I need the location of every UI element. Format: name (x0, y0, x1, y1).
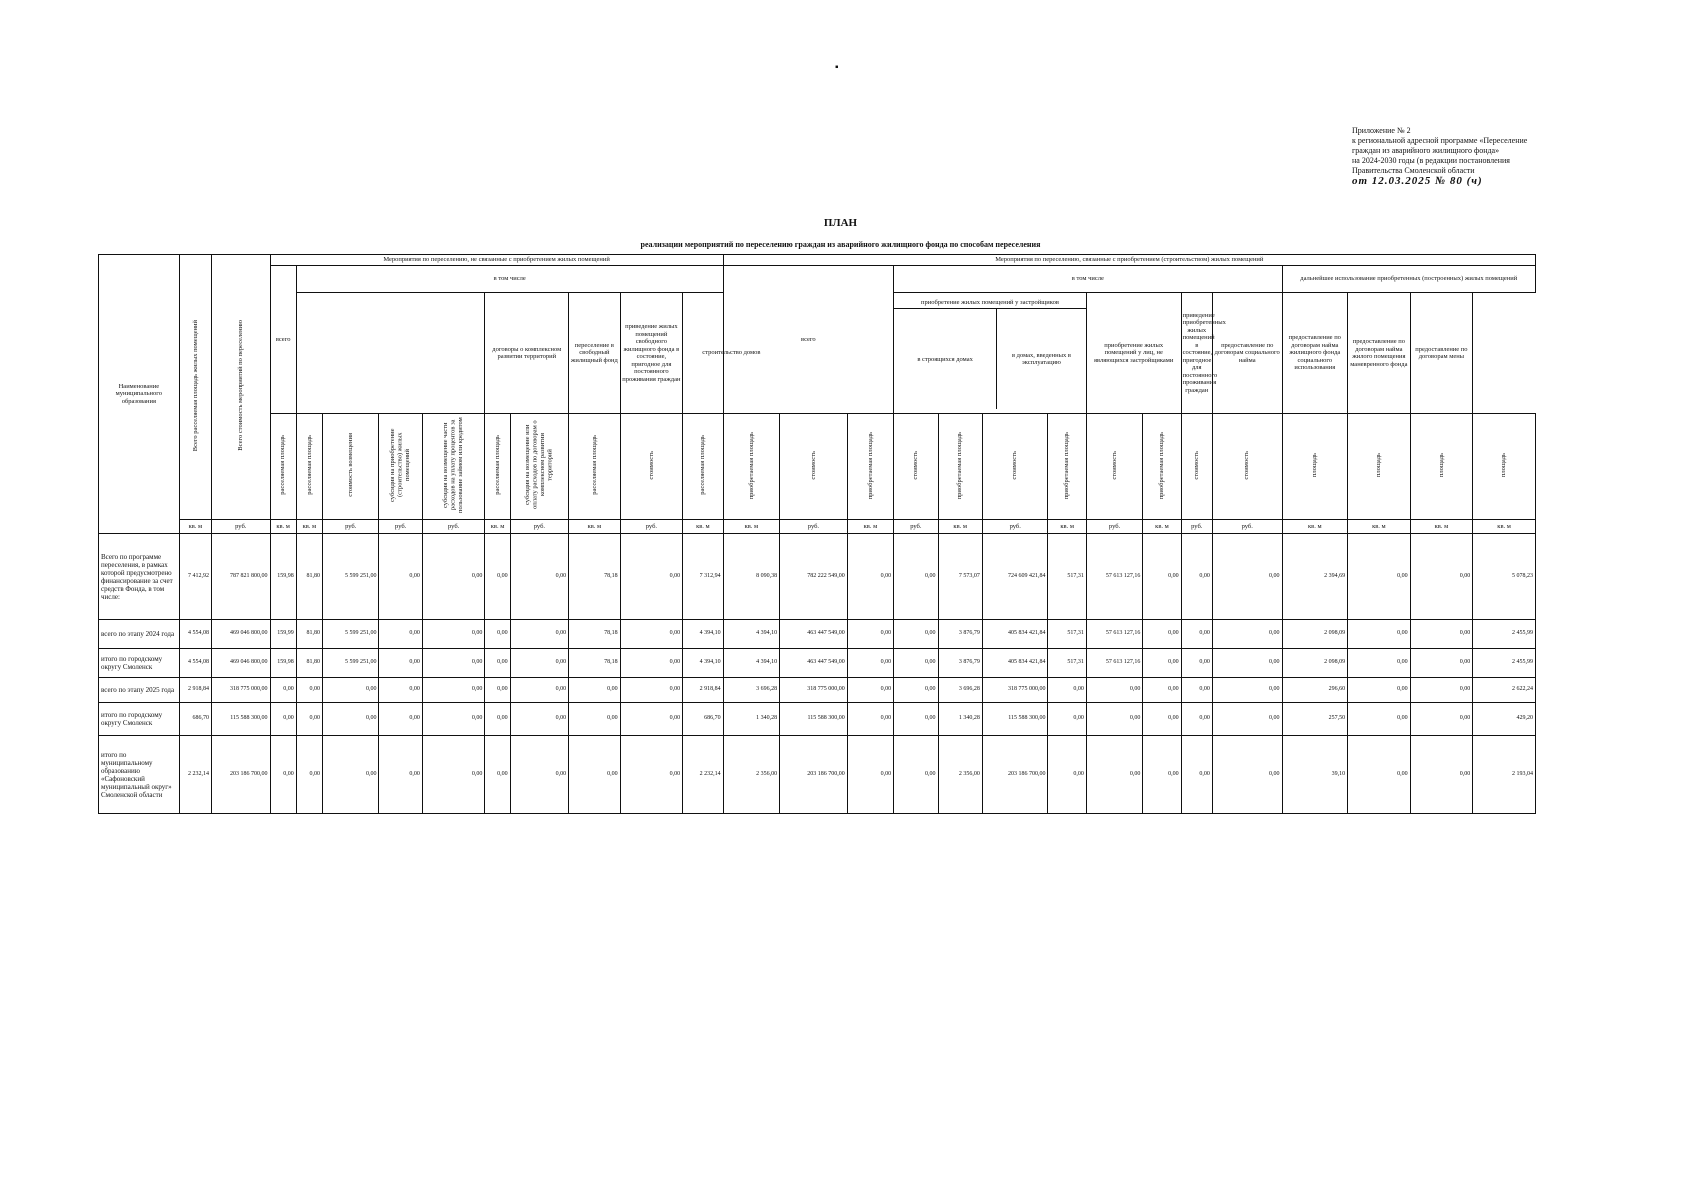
unit-cell: кв. м (1348, 520, 1411, 534)
value-cell: 2 098,09 (1282, 649, 1348, 678)
value-cell: 0,00 (1143, 678, 1181, 703)
value-cell: 2 193,04 (1473, 736, 1536, 814)
value-cell: 0,00 (379, 703, 422, 736)
unit-cell: кв. м (1473, 520, 1536, 534)
value-cell: 4 554,08 (179, 649, 211, 678)
value-cell: 0,00 (422, 534, 485, 620)
sub-header (1348, 414, 1411, 520)
value-cell: 0,00 (620, 678, 683, 703)
unit-cell: кв. м (847, 520, 893, 534)
value-cell: 429,20 (1473, 703, 1536, 736)
sub-label: стоимость (912, 450, 920, 480)
value-cell: 4 394,10 (683, 649, 723, 678)
including-acquisition-header: в том числе (894, 266, 1282, 293)
value-cell: 296,60 (1282, 678, 1348, 703)
value-cell: 0,00 (485, 736, 510, 814)
value-cell: 0,00 (1410, 534, 1473, 620)
from-developers-label: приобретение жилых помещений у застройщиков (894, 297, 1086, 310)
value-cell: 0,00 (322, 736, 379, 814)
header-row-1 (99, 255, 1536, 266)
value-cell: 2 622,24 (1473, 678, 1536, 703)
value-cell: 8 090,38 (723, 534, 780, 620)
value-cell: 0,00 (1086, 678, 1143, 703)
table-row (99, 649, 1536, 678)
commissioned-label: в домах, введенных в эксплуатацию (1011, 351, 1071, 367)
sub-header (1048, 414, 1086, 520)
row-name: всего по этапу 2024 года (99, 620, 180, 649)
value-cell: 1 340,28 (938, 703, 982, 736)
value-cell: 78,18 (569, 620, 620, 649)
sub-header (1143, 414, 1181, 520)
value-cell: 0,00 (379, 620, 422, 649)
value-cell: 2 455,99 (1473, 649, 1536, 678)
value-cell: 0,00 (847, 649, 893, 678)
value-cell: 0,00 (422, 736, 485, 814)
unit-cell: руб. (379, 520, 422, 534)
unit-cell: кв. м (270, 520, 296, 534)
value-cell: 0,00 (1212, 534, 1282, 620)
unit-cell: руб. (510, 520, 569, 534)
value-cell: 0,00 (270, 678, 296, 703)
table-row (99, 678, 1536, 703)
unit-cell: кв. м (296, 520, 322, 534)
value-cell: 0,00 (1410, 703, 1473, 736)
value-cell: 0,00 (1181, 736, 1212, 814)
value-cell: 81,80 (296, 649, 322, 678)
value-cell: 0,00 (1348, 703, 1411, 736)
unit-cell: руб. (212, 520, 271, 534)
value-cell: 0,00 (1410, 620, 1473, 649)
sub-label: расселяемая площадь (699, 435, 707, 496)
value-cell: 0,00 (296, 678, 322, 703)
value-cell: 0,00 (1348, 736, 1411, 814)
value-cell: 0,00 (510, 736, 569, 814)
exchange-header: предоставление по договорам мены (1410, 293, 1473, 414)
value-cell: 0,00 (847, 534, 893, 620)
value-cell: 0,00 (1086, 703, 1143, 736)
unit-cell: руб. (620, 520, 683, 534)
value-cell: 0,00 (1143, 534, 1181, 620)
sub-header (847, 414, 893, 520)
table-row (99, 703, 1536, 736)
sub-label: стоимость (647, 450, 655, 480)
value-cell: 0,00 (379, 736, 422, 814)
value-cell: 4 394,10 (723, 620, 780, 649)
value-cell: 0,00 (1048, 678, 1086, 703)
sub-header (1473, 414, 1536, 520)
value-cell: 405 834 421,84 (982, 620, 1048, 649)
appendix-note (1352, 126, 1652, 186)
value-cell: 81,80 (296, 620, 322, 649)
unit-cell: кв. м (485, 520, 510, 534)
value-cell: 517,31 (1048, 649, 1086, 678)
sub-header (270, 414, 296, 520)
sub-label: стоимость (1243, 450, 1251, 480)
appendix-line: Приложение № 2 (1352, 126, 1411, 135)
sub-header (620, 414, 683, 520)
maneuver-header: предоставление по договорам найма жилого помещения маневренного фонда (1348, 293, 1411, 414)
value-cell: 463 447 549,00 (780, 649, 848, 678)
unit-cell: руб. (322, 520, 379, 534)
unit-cell: руб. (982, 520, 1048, 534)
from-developers-header (894, 293, 1087, 414)
unit-cell: кв. м (683, 520, 723, 534)
value-cell: 2 356,00 (938, 736, 982, 814)
value-cell: 2 232,14 (683, 736, 723, 814)
value-cell: 0,00 (485, 620, 510, 649)
sub-header (683, 414, 723, 520)
value-cell: 57 613 127,16 (1086, 620, 1143, 649)
value-cell: 0,00 (510, 703, 569, 736)
value-cell: 0,00 (1410, 678, 1473, 703)
page-mark: ▪ (835, 62, 839, 73)
unit-cell: кв. м (938, 520, 982, 534)
sub-header (296, 414, 322, 520)
sub-header (322, 414, 379, 520)
further-use-header: дальнейшее использование приобретенных (построенных) жилых помещений (1282, 266, 1535, 293)
value-cell: 0,00 (1410, 736, 1473, 814)
value-cell: 0,00 (894, 620, 938, 649)
sub-label: субсидия на приобретение (строительство) жилых помещений (389, 428, 412, 502)
sub-label: расселяемая площадь (305, 435, 313, 496)
unit-cell: кв. м (1048, 520, 1086, 534)
value-cell: 0,00 (620, 736, 683, 814)
blank-header (296, 293, 485, 414)
value-cell: 0,00 (569, 703, 620, 736)
sub-label: площадь (1500, 453, 1508, 478)
complex-dev-header: договоры о комплексном развитии территорий (485, 293, 569, 414)
including-header: в том числе (296, 266, 723, 293)
appendix-line: к региональной адресной программе «Переселение (1352, 136, 1528, 145)
sub-header (723, 414, 780, 520)
value-cell: 0,00 (485, 649, 510, 678)
value-cell: 3 696,28 (938, 678, 982, 703)
table-row (99, 736, 1536, 814)
unit-cell: кв. м (1410, 520, 1473, 534)
sub-label: приобретаемая площадь (1158, 431, 1166, 499)
value-cell: 686,70 (179, 703, 211, 736)
value-cell: 469 046 800,00 (212, 649, 271, 678)
sub-header (1181, 414, 1212, 520)
table-row (99, 534, 1536, 620)
bring-acquired-header: приведение приобретенных жилых помещений в состояние, пригодное для постоянного проживания граждан (1181, 293, 1212, 414)
value-cell: 0,00 (894, 534, 938, 620)
value-cell: 318 775 000,00 (212, 678, 271, 703)
value-cell: 5 599 251,00 (322, 534, 379, 620)
sub-label: приобретаемая площадь (956, 431, 964, 499)
value-cell: 2 394,69 (1282, 534, 1348, 620)
social-use-header: предоставление по договорам найма жилищного фонда социального использования (1282, 293, 1348, 414)
value-cell: 39,10 (1282, 736, 1348, 814)
value-cell: 686,70 (683, 703, 723, 736)
sub-header (982, 414, 1048, 520)
total-acquisition-header: всего (723, 266, 894, 414)
value-cell: 0,00 (1181, 703, 1212, 736)
value-cell: 0,00 (322, 678, 379, 703)
unit-cell: кв. м (1143, 520, 1181, 534)
value-cell: 469 046 800,00 (212, 620, 271, 649)
value-cell: 57 613 127,16 (1086, 649, 1143, 678)
construction-header: строительство домов (683, 293, 780, 414)
value-cell: 3 696,28 (723, 678, 780, 703)
value-cell: 0,00 (620, 649, 683, 678)
value-cell: 0,00 (847, 703, 893, 736)
value-cell: 0,00 (569, 678, 620, 703)
value-cell: 203 186 700,00 (982, 736, 1048, 814)
value-cell: 0,00 (485, 534, 510, 620)
document-title: ПЛАН (823, 217, 858, 229)
sub-header (780, 414, 848, 520)
table-row (99, 620, 1536, 649)
value-cell: 115 588 300,00 (212, 703, 271, 736)
value-cell: 0,00 (322, 703, 379, 736)
value-cell: 0,00 (1143, 649, 1181, 678)
under-construction-label: в строящихся домах (894, 309, 997, 409)
value-cell: 318 775 000,00 (780, 678, 848, 703)
units-row (99, 520, 1536, 534)
value-cell: 0,00 (422, 620, 485, 649)
value-cell: 405 834 421,84 (982, 649, 1048, 678)
value-cell: 0,00 (1212, 736, 1282, 814)
sub-label: стоимость возмещения (346, 433, 354, 498)
total-area-header (179, 255, 211, 520)
value-cell: 3 876,79 (938, 649, 982, 678)
value-cell: 257,50 (1282, 703, 1348, 736)
unit-cell: кв. м (1282, 520, 1348, 534)
value-cell: 0,00 (379, 649, 422, 678)
total-cost-header (212, 255, 271, 520)
value-cell: 0,00 (1181, 678, 1212, 703)
value-cell: 115 588 300,00 (982, 703, 1048, 736)
value-cell: 2 918,84 (179, 678, 211, 703)
header-row-2 (99, 266, 1536, 293)
row-name: итого по городскому округу Смоленск (99, 649, 180, 678)
appendix-line: на 2024-2030 годы (в редакции постановления (1352, 156, 1510, 165)
row-name: Всего по программе переселения, в рамках которой предусмотрено финансирование за счет средств Фонда, в том числе: (99, 534, 180, 620)
value-cell: 0,00 (1212, 678, 1282, 703)
value-cell: 0,00 (1143, 703, 1181, 736)
row-name: всего по этапу 2025 года (99, 678, 180, 703)
group-acquisition-header: Мероприятия по переселению, связанные с приобретением (строительством) жилых помещений (723, 255, 1535, 266)
sub-label: приобретаемая площадь (747, 431, 755, 499)
sub-label: субсидия на возмещение части расходов на уплату процентов за пользование займом или кредитом (442, 417, 465, 514)
value-cell: 5 599 251,00 (322, 620, 379, 649)
unit-cell: руб. (894, 520, 938, 534)
row-name: итого по муниципальному образованию «Сафоновский муниципальный округ» Смоленской области (99, 736, 180, 814)
value-cell: 0,00 (847, 678, 893, 703)
value-cell: 0,00 (1086, 736, 1143, 814)
value-cell: 7 312,94 (683, 534, 723, 620)
value-cell: 0,00 (620, 534, 683, 620)
value-cell: 0,00 (485, 678, 510, 703)
value-cell: 0,00 (270, 703, 296, 736)
value-cell: 4 394,10 (683, 620, 723, 649)
value-cell: 517,31 (1048, 534, 1086, 620)
total-cost-label: Всего стоимость мероприятий по переселению (237, 320, 244, 452)
sub-header (569, 414, 620, 520)
value-cell: 0,00 (1181, 534, 1212, 620)
value-cell: 0,00 (1410, 649, 1473, 678)
appendix-signature: от 12.03.2025 № 80 (ч) (1352, 175, 1483, 187)
value-cell: 2 356,00 (723, 736, 780, 814)
value-cell: 78,18 (569, 649, 620, 678)
document-subtitle: реализации мероприятий по переселению граждан из аварийного жилищного фонда по способам переселения (640, 240, 1041, 249)
value-cell: 203 186 700,00 (212, 736, 271, 814)
value-cell: 517,31 (1048, 620, 1086, 649)
unit-cell: кв. м (179, 520, 211, 534)
sub-label: стоимость (1011, 450, 1019, 480)
value-cell: 0,00 (1348, 678, 1411, 703)
value-cell: 782 222 549,00 (780, 534, 848, 620)
value-cell: 0,00 (1181, 620, 1212, 649)
value-cell: 0,00 (296, 736, 322, 814)
value-cell: 0,00 (569, 736, 620, 814)
free-fund-header: переселение в свободный жилищный фонд (569, 293, 620, 414)
unit-cell: руб. (1086, 520, 1143, 534)
value-cell: 0,00 (894, 678, 938, 703)
value-cell: 0,00 (422, 649, 485, 678)
value-cell: 0,00 (894, 703, 938, 736)
value-cell: 0,00 (296, 703, 322, 736)
sub-header (1212, 414, 1282, 520)
plan-table (98, 254, 1536, 814)
value-cell: 0,00 (620, 703, 683, 736)
value-cell: 0,00 (510, 649, 569, 678)
municipality-header: Наименование муниципального образования (99, 255, 180, 534)
value-cell: 0,00 (1181, 649, 1212, 678)
value-cell: 0,00 (1348, 534, 1411, 620)
value-cell: 0,00 (620, 620, 683, 649)
social-rent-header: предоставление по договорам социального найма (1212, 293, 1282, 414)
unit-cell: руб. (1212, 520, 1282, 534)
value-cell: 0,00 (1048, 703, 1086, 736)
value-cell: 0,00 (1348, 649, 1411, 678)
value-cell: 0,00 (1143, 620, 1181, 649)
header-row-4 (99, 414, 1536, 520)
value-cell: 115 588 300,00 (780, 703, 848, 736)
value-cell: 0,00 (485, 703, 510, 736)
value-cell: 0,00 (1048, 736, 1086, 814)
sub-header (938, 414, 982, 520)
sub-label: приобретаемая площадь (866, 431, 874, 499)
value-cell: 78,18 (569, 534, 620, 620)
value-cell: 0,00 (1212, 649, 1282, 678)
value-cell: 0,00 (1143, 736, 1181, 814)
sub-header (379, 414, 422, 520)
sub-label: стоимость (809, 450, 817, 480)
sub-header (1410, 414, 1473, 520)
from-non-developers-header: приобретение жилых помещений у лиц, не являющихся застройщиками (1086, 293, 1181, 414)
sub-label: расселяемая площадь (493, 435, 501, 496)
value-cell: 0,00 (510, 534, 569, 620)
group-not-acquisition-header: Мероприятия по переселению, не связанные с приобретением жилых помещений (270, 255, 723, 266)
value-cell: 159,99 (270, 620, 296, 649)
value-cell: 7 412,92 (179, 534, 211, 620)
value-cell: 2 455,99 (1473, 620, 1536, 649)
sub-label: расселяемая площадь (279, 435, 287, 496)
value-cell: 0,00 (1212, 703, 1282, 736)
sub-label: площадь (1375, 453, 1383, 478)
sub-label: приобретаемая площадь (1063, 431, 1071, 499)
sub-label: площадь (1311, 453, 1319, 478)
value-cell: 0,00 (894, 736, 938, 814)
sub-header (894, 414, 938, 520)
unit-cell: руб. (1181, 520, 1212, 534)
sub-label: субсидия на возмещение или оплату расходов по договорам о комплексном развитии территорий (524, 420, 554, 510)
sub-header (422, 414, 485, 520)
value-cell: 159,98 (270, 649, 296, 678)
appendix-line: граждан из аварийного жилищного фонда» (1352, 146, 1500, 155)
value-cell: 724 609 421,84 (982, 534, 1048, 620)
value-cell: 0,00 (847, 736, 893, 814)
value-cell: 57 613 127,16 (1086, 534, 1143, 620)
value-cell: 0,00 (894, 649, 938, 678)
value-cell: 159,98 (270, 534, 296, 620)
unit-cell: руб. (422, 520, 485, 534)
sub-header (510, 414, 569, 520)
value-cell: 1 340,28 (723, 703, 780, 736)
value-cell: 0,00 (379, 534, 422, 620)
value-cell: 2 232,14 (179, 736, 211, 814)
value-cell: 4 394,10 (723, 649, 780, 678)
value-cell: 0,00 (510, 678, 569, 703)
value-cell: 0,00 (847, 620, 893, 649)
sub-header (1086, 414, 1143, 520)
sub-label: стоимость (1193, 450, 1201, 480)
value-cell: 203 186 700,00 (780, 736, 848, 814)
value-cell: 0,00 (1348, 620, 1411, 649)
total-area-label: Всего расселяемая площадь жилых помещений (191, 320, 199, 452)
appendix-line: Правительства Смоленской области (1352, 166, 1475, 175)
value-cell: 3 876,79 (938, 620, 982, 649)
value-cell: 0,00 (422, 703, 485, 736)
value-cell: 318 775 000,00 (982, 678, 1048, 703)
sub-label: площадь (1437, 453, 1445, 478)
from-developers-split (894, 309, 1086, 409)
sub-header (1282, 414, 1348, 520)
value-cell: 2 098,09 (1282, 620, 1348, 649)
value-cell: 5 599 251,00 (322, 649, 379, 678)
value-cell: 0,00 (510, 620, 569, 649)
value-cell: 7 573,07 (938, 534, 982, 620)
unit-cell: кв. м (723, 520, 780, 534)
value-cell: 81,80 (296, 534, 322, 620)
total-header: всего (270, 266, 296, 414)
value-cell: 0,00 (379, 678, 422, 703)
value-cell: 2 918,84 (683, 678, 723, 703)
row-name: итого по городскому округу Смоленск (99, 703, 180, 736)
value-cell: 4 554,08 (179, 620, 211, 649)
value-cell: 787 821 800,00 (212, 534, 271, 620)
sub-header (485, 414, 510, 520)
value-cell: 0,00 (270, 736, 296, 814)
value-cell: 0,00 (1212, 620, 1282, 649)
value-cell: 5 078,23 (1473, 534, 1536, 620)
value-cell: 463 447 549,00 (780, 620, 848, 649)
unit-cell: кв. м (569, 520, 620, 534)
value-cell: 0,00 (422, 678, 485, 703)
bring-free-header: приведение жилых помещений свободного жилищного фонда в состояние, пригодное для постоянного проживания граждан (620, 293, 683, 414)
sub-label: стоимость (1110, 450, 1118, 480)
sub-label: расселяемая площадь (590, 435, 598, 496)
unit-cell: руб. (780, 520, 848, 534)
